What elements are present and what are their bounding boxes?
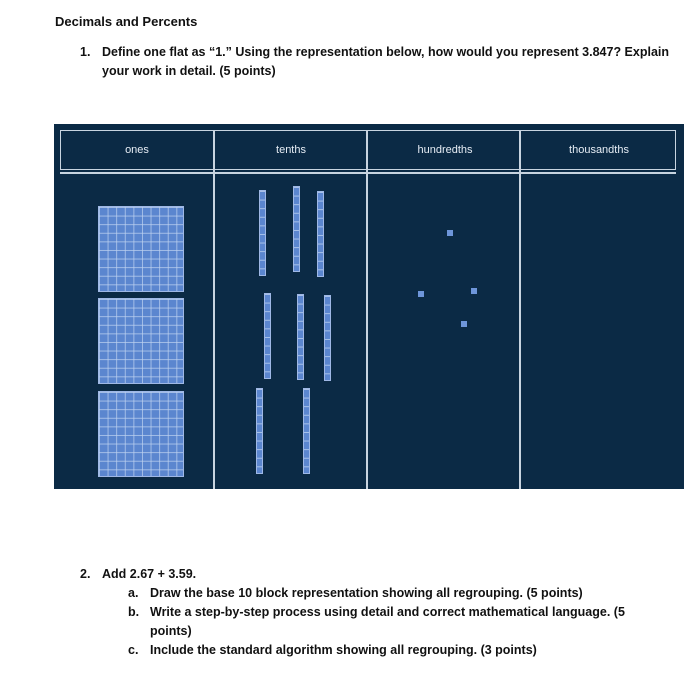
part-text: Write a step-by-step process using detail and correct mathematical language. (5 points)	[150, 605, 625, 638]
flat-block	[98, 298, 184, 384]
rod-block	[303, 388, 310, 474]
unit-block	[447, 230, 453, 236]
column-divider	[519, 130, 521, 489]
place-value-header	[60, 130, 676, 170]
column-divider	[213, 130, 215, 489]
unit-block	[418, 291, 424, 297]
column-header-hundredths: hundredths	[417, 144, 473, 156]
part-label: a.	[128, 586, 139, 600]
part-text: Include the standard algorithm showing all regrouping. (3 points)	[150, 643, 537, 657]
rod-block	[256, 388, 263, 474]
question-1-text: Define one flat as “1.” Using the representation below, how would you represent 3.847? Explain your work in detail. (5 points)	[102, 45, 670, 78]
rod-block	[264, 293, 271, 379]
column-header-thousandths: thousandths	[569, 144, 629, 156]
rod-block	[297, 294, 304, 380]
place-value-chart	[54, 124, 684, 489]
header-underline	[60, 172, 676, 174]
part-label: c.	[128, 643, 139, 657]
unit-block	[471, 288, 477, 294]
page-title: Decimals and Percents	[55, 14, 198, 29]
part-label: b.	[128, 605, 140, 619]
flat-block	[98, 391, 184, 477]
question-1-number: 1.	[80, 45, 91, 59]
question-2-text: Add 2.67 + 3.59.	[102, 567, 197, 581]
rod-block	[293, 186, 300, 272]
part-text: Draw the base 10 block representation showing all regrouping. (5 points)	[150, 586, 583, 600]
column-header-tenths: tenths	[276, 144, 306, 156]
rod-block	[317, 191, 324, 277]
flat-block	[98, 206, 184, 292]
question-2-number: 2.	[80, 567, 91, 581]
rod-block	[259, 190, 266, 276]
column-divider	[366, 130, 368, 489]
unit-block	[461, 321, 467, 327]
column-header-ones: ones	[125, 144, 149, 156]
rod-block	[324, 295, 331, 381]
